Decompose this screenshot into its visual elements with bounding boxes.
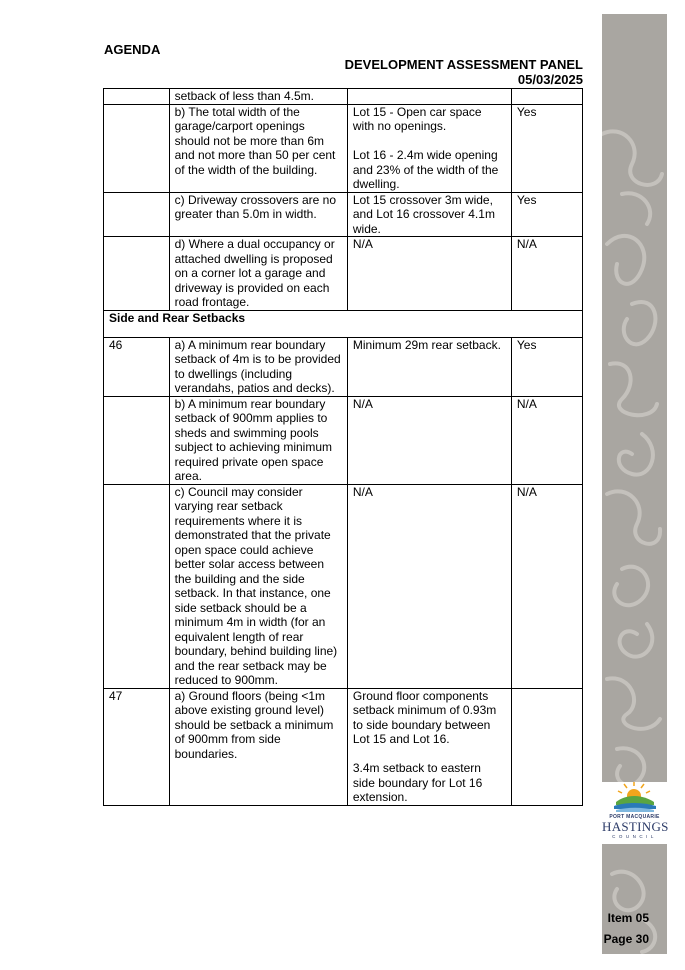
clause-cell bbox=[104, 89, 170, 105]
logo-line-2: HASTINGS bbox=[602, 819, 669, 834]
section-heading: Side and Rear Setbacks bbox=[104, 310, 583, 337]
table-row bbox=[104, 484, 583, 688]
table-row bbox=[104, 192, 583, 237]
header-panel-title: DEVELOPMENT ASSESSMENT PANEL bbox=[344, 57, 583, 72]
table-row bbox=[104, 337, 583, 396]
logo-line-3: COUNCIL bbox=[612, 834, 657, 839]
proposal-cell: Ground floor components setback minimum of 0.93m to side boundary between Lot 15 and Lot 16. 3.4m setback to eastern side boundary for Lot 16 extension. bbox=[347, 688, 511, 805]
complies-cell bbox=[511, 688, 582, 805]
header-agenda: AGENDA bbox=[104, 42, 161, 57]
logo-sun-icon bbox=[602, 782, 667, 814]
requirement-cell: c) Council may consider varying rear setback requirements where it is demonstrated that the private open space could achieve better solar access between the building and the side setback. In that instance, one side setback should be a minimum 4m in width (for an equivalent length of rear boundary, behind building line) and the rear setback may be reduced to 900mm. bbox=[169, 484, 347, 688]
requirement-cell: d) Where a dual occupancy or attached dwelling is proposed on a corner lot a garage and driveway is provided on each road frontage. bbox=[169, 237, 347, 311]
complies-cell bbox=[511, 89, 582, 105]
table-row bbox=[104, 104, 583, 192]
table-row bbox=[104, 688, 583, 805]
clause-cell bbox=[104, 192, 170, 237]
footer-item-number: Item 05 bbox=[607, 911, 649, 925]
clause-cell bbox=[104, 484, 170, 688]
clause-cell: 46 bbox=[104, 337, 170, 396]
complies-cell: N/A bbox=[511, 396, 582, 484]
complies-cell: Yes bbox=[511, 104, 582, 192]
table-row bbox=[104, 396, 583, 484]
logo-line-1: PORT MACQUARIE bbox=[609, 814, 660, 820]
header-date: 05/03/2025 bbox=[517, 72, 583, 87]
complies-cell: N/A bbox=[511, 484, 582, 688]
table-row bbox=[104, 89, 583, 105]
requirement-cell: c) Driveway crossovers are no greater than 5.0m in width. bbox=[169, 192, 347, 237]
proposal-cell: N/A bbox=[347, 237, 511, 311]
clause-cell bbox=[104, 237, 170, 311]
clause-cell bbox=[104, 104, 170, 192]
requirement-cell: b) A minimum rear boundary setback of 900mm applies to sheds and swimming pools subject to achieving minimum required private open space area. bbox=[169, 396, 347, 484]
footer-page-number: Page 30 bbox=[603, 932, 649, 946]
section-row bbox=[104, 310, 583, 337]
requirement-cell: a) A minimum rear boundary setback of 4m is to be provided to dwellings (including verandahs, patios and decks). bbox=[169, 337, 347, 396]
requirement-cell: b) The total width of the garage/carport openings should not be more than 6m and not more than 50 per cent of the width of the building. bbox=[169, 104, 347, 192]
proposal-cell: N/A bbox=[347, 396, 511, 484]
proposal-cell: Minimum 29m rear setback. bbox=[347, 337, 511, 396]
complies-cell: N/A bbox=[511, 237, 582, 311]
proposal-cell: Lot 15 crossover 3m wide, and Lot 16 crossover 4.1m wide. bbox=[347, 192, 511, 237]
table-row bbox=[104, 237, 583, 311]
assessment-table bbox=[103, 88, 583, 806]
proposal-cell: N/A bbox=[347, 484, 511, 688]
requirement-cell: setback of less than 4.5m. bbox=[169, 89, 347, 105]
proposal-cell: Lot 15 - Open car space with no openings. Lot 16 - 2.4m wide opening and 23% of the width of the dwelling. bbox=[347, 104, 511, 192]
complies-cell: Yes bbox=[511, 192, 582, 237]
clause-cell bbox=[104, 396, 170, 484]
complies-cell: Yes bbox=[511, 337, 582, 396]
proposal-cell bbox=[347, 89, 511, 105]
council-logo bbox=[602, 782, 667, 844]
requirement-cell: a) Ground floors (being <1m above existing ground level) should be setback a minimum of 900mm from side boundaries. bbox=[169, 688, 347, 805]
clause-cell: 47 bbox=[104, 688, 170, 805]
